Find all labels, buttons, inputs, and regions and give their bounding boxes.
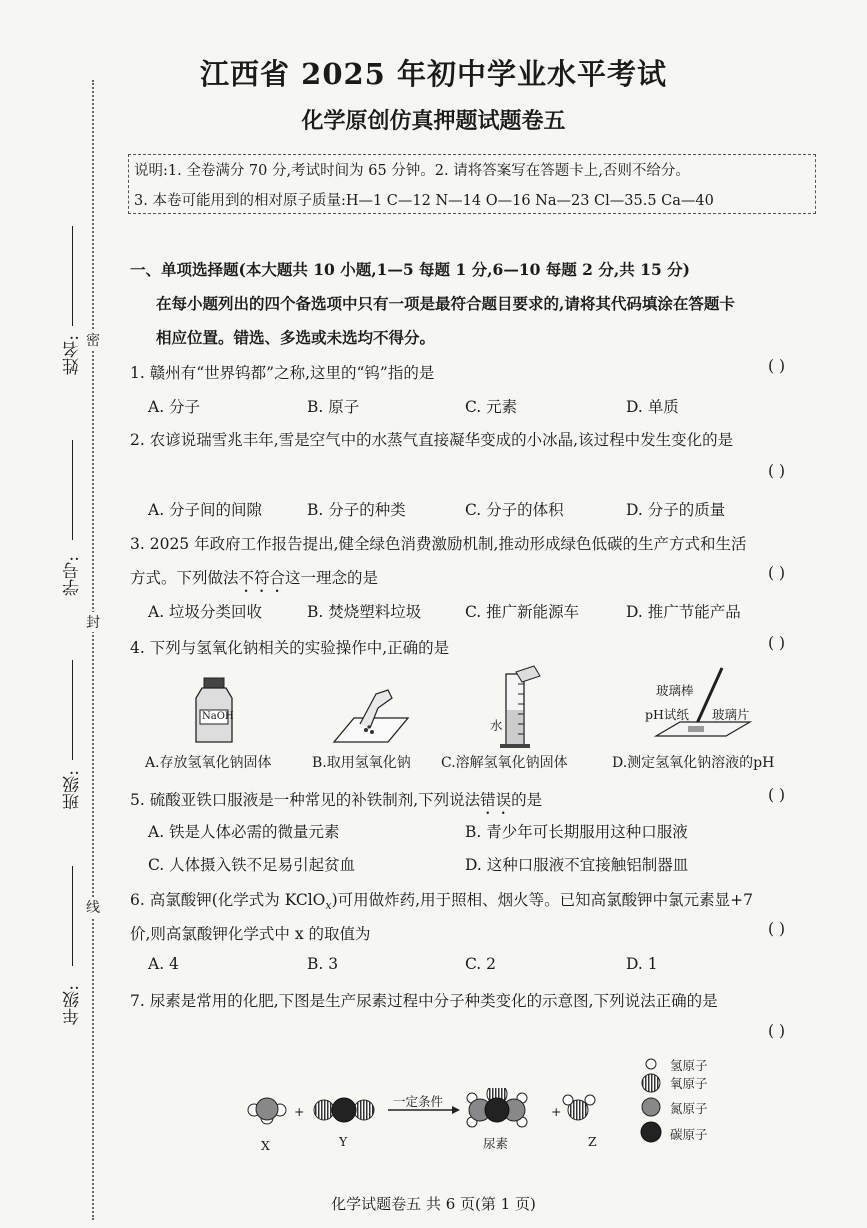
name-label: 姓名:: [63, 335, 83, 375]
q5-emphasis-wrong: 错误: [480, 791, 512, 809]
q6-stem-line-1: [130, 888, 753, 912]
urea-carbon-atom: [485, 1098, 509, 1122]
q7-answer-paren[interactable]: ( ): [768, 1022, 786, 1040]
legend-hydrogen-label: 氢原子: [670, 1058, 708, 1073]
molecule-urea-label: 尿素: [483, 1136, 509, 1151]
legend-oxygen-label: 氧原子: [670, 1076, 708, 1091]
x-nitrogen-atom: [256, 1098, 278, 1120]
q2-option-b[interactable]: B. 分子的种类: [307, 501, 406, 519]
section-1-instruction-1: 在每小题列出的四个备选项中只有一项是最符合题目要求的,请将其代码填涂在答题卡: [156, 294, 735, 313]
molecule-z-label: Z: [588, 1134, 597, 1149]
q3-stem-part-1: 方式。下列做法: [130, 569, 239, 587]
legend-carbon-icon: [641, 1122, 661, 1142]
q2-option-d[interactable]: D. 分子的质量: [626, 501, 726, 519]
q4-option-b[interactable]: B.取用氢氧化钠: [312, 755, 411, 771]
molecule-x-label: X: [261, 1138, 270, 1153]
q6-option-c[interactable]: C. 2: [465, 955, 497, 973]
binding-mark-line: 线: [86, 897, 100, 917]
q5-option-d[interactable]: D. 这种口服液不宜接触铝制器皿: [465, 856, 689, 874]
reaction-condition-label: 一定条件: [393, 1094, 444, 1109]
q4-option-c[interactable]: C.溶解氢氧化钠固体: [441, 755, 568, 771]
q3-option-a[interactable]: A. 垃圾分类回收: [148, 603, 263, 621]
glass-plate-label: 玻璃片: [712, 707, 750, 722]
q6-option-d[interactable]: D. 1: [626, 955, 658, 973]
instructions-line-1: 说明:1. 全卷满分 70 分,考试时间为 65 分钟。2. 请将答案写在答题卡上,否则不给分。: [134, 163, 690, 179]
q4-option-a[interactable]: A.存放氢氧化钠固体: [145, 755, 272, 771]
q3-stem-line-1: 3. 2025 年政府工作报告提出,健全绿色消费激励机制,推动形成绿色低碳的生产方式和生活: [130, 535, 747, 553]
q3-stem-part-3: 这一理念的是: [285, 569, 379, 587]
binding-mark-seal: 密: [86, 330, 100, 350]
q3-emphasis-not-match: 不符合: [238, 569, 286, 587]
q3-stem-line-2: [130, 566, 378, 596]
instructions-line-2: 3. 本卷可能用到的相对原子质量:H—1 C—12 N—14 O—16 Na—23 Cl—35.5 Ca—40: [134, 193, 714, 209]
q2-stem: 2. 农谚说瑞雪兆丰年,雪是空气中的水蒸气直接凝华变成的小冰晶,该过程中发生变化的是: [130, 431, 734, 449]
atom-legend-symbols: [636, 1050, 666, 1145]
section-1-instruction-2: 相应位置。错选、多选或未选均不得分。: [156, 328, 436, 347]
legend-hydrogen-icon: [646, 1059, 656, 1069]
q6-answer-paren[interactable]: ( ): [768, 920, 786, 938]
reaction-arrowhead: [452, 1106, 460, 1114]
taking-naoh-illustration: [330, 684, 410, 746]
grade-blank-line[interactable]: [72, 866, 73, 966]
q1-stem: 1. 赣州有“世界钨都”之称,这里的“钨”指的是: [130, 364, 435, 382]
grade-label: 年级:: [63, 985, 83, 1025]
q7-stem: 7. 尿素是常用的化肥,下图是生产尿素过程中分子种类变化的示意图,下列说法正确的是: [130, 992, 718, 1010]
q1-answer-paren[interactable]: ( ): [768, 357, 786, 375]
q6-stem-part-1: 6. 高氯酸钾(化学式为 KClO: [130, 891, 326, 909]
page-footer: 化学试题卷五 共 6 页(第 1 页): [331, 1195, 536, 1213]
q1-option-d[interactable]: D. 单质: [626, 398, 679, 416]
y-carbon-atom: [332, 1098, 356, 1122]
class-blank-line[interactable]: [72, 660, 73, 760]
q6-stem-line-2: 价,则高氯酸钾化学式中 x 的取值为: [130, 925, 371, 943]
section-1-title: 一、单项选择题(本大题共 10 小题,1—5 每题 1 分,6—10 每题 2 分,共 15 分): [130, 260, 690, 279]
q2-option-a[interactable]: A. 分子间的间隙: [148, 501, 263, 519]
student-id-label: 学号:: [63, 556, 83, 596]
plus-sign-1: +: [294, 1104, 305, 1119]
water-label: 水: [490, 718, 503, 733]
q2-answer-paren[interactable]: ( ): [768, 462, 786, 480]
q6-option-b[interactable]: B. 3: [307, 955, 339, 973]
z-hydrogen-atom: [563, 1095, 573, 1105]
q5-stem-part-3: 的是: [511, 791, 543, 809]
q2-option-c[interactable]: C. 分子的体积: [465, 501, 564, 519]
q5-stem: [130, 788, 542, 818]
q1-option-c[interactable]: C. 元素: [465, 398, 518, 416]
q4-option-d[interactable]: D.测定氢氧化钠溶液的pH: [612, 755, 775, 771]
q5-option-a[interactable]: A. 铁是人体必需的微量元素: [148, 823, 340, 841]
dissolving-naoh-illustration: [490, 664, 550, 750]
y-oxygen-atom: [354, 1100, 374, 1120]
q6-subscript-x: x: [325, 899, 332, 913]
q5-option-b[interactable]: B. 青少年可长期服用这种口服液: [465, 823, 688, 841]
q5-answer-paren[interactable]: ( ): [768, 786, 786, 804]
glass-rod-label: 玻璃棒: [656, 683, 694, 698]
q6-stem-part-2: )可用做炸药,用于照相、烟火等。已知高氯酸钾中氯元素显+7: [331, 891, 753, 909]
student-id-blank-line[interactable]: [72, 440, 73, 540]
q3-option-c[interactable]: C. 推广新能源车: [465, 603, 580, 621]
q4-stem: 4. 下列与氢氧化钠相关的实验操作中,正确的是: [130, 639, 450, 657]
legend-nitrogen-label: 氮原子: [670, 1101, 708, 1116]
binding-mark-close: 封: [86, 612, 100, 632]
q1-option-a[interactable]: A. 分子: [148, 398, 201, 416]
exam-title: 江西省 2025 年初中学业水平考试: [200, 57, 667, 91]
binding-margin-dotted-line: [92, 80, 94, 1220]
q3-answer-paren[interactable]: ( ): [768, 564, 786, 582]
legend-oxygen-icon: [642, 1074, 660, 1092]
plus-sign-2: +: [551, 1104, 562, 1119]
q4-answer-paren[interactable]: ( ): [768, 634, 786, 652]
class-label: 班级:: [63, 770, 83, 810]
z-hydrogen-atom: [585, 1095, 595, 1105]
legend-nitrogen-icon: [642, 1098, 660, 1116]
name-blank-line[interactable]: [72, 226, 73, 326]
ph-paper-label: pH试纸: [645, 707, 689, 722]
naoh-bottle-label: NaOH: [202, 711, 234, 722]
exam-subtitle: 化学原创仿真押题试题卷五: [301, 108, 566, 134]
q3-option-d[interactable]: D. 推广节能产品: [626, 603, 741, 621]
y-oxygen-atom: [314, 1100, 334, 1120]
q3-option-b[interactable]: B. 焚烧塑料垃圾: [307, 603, 422, 621]
q5-option-c[interactable]: C. 人体摄入铁不足易引起贫血: [148, 856, 356, 874]
q1-option-b[interactable]: B. 原子: [307, 398, 360, 416]
q6-option-a[interactable]: A. 4: [148, 955, 179, 973]
legend-carbon-label: 碳原子: [670, 1127, 708, 1142]
q5-stem-part-1: 5. 硫酸亚铁口服液是一种常见的补铁制剂,下列说法: [130, 791, 481, 809]
molecule-y-label: Y: [339, 1134, 348, 1149]
